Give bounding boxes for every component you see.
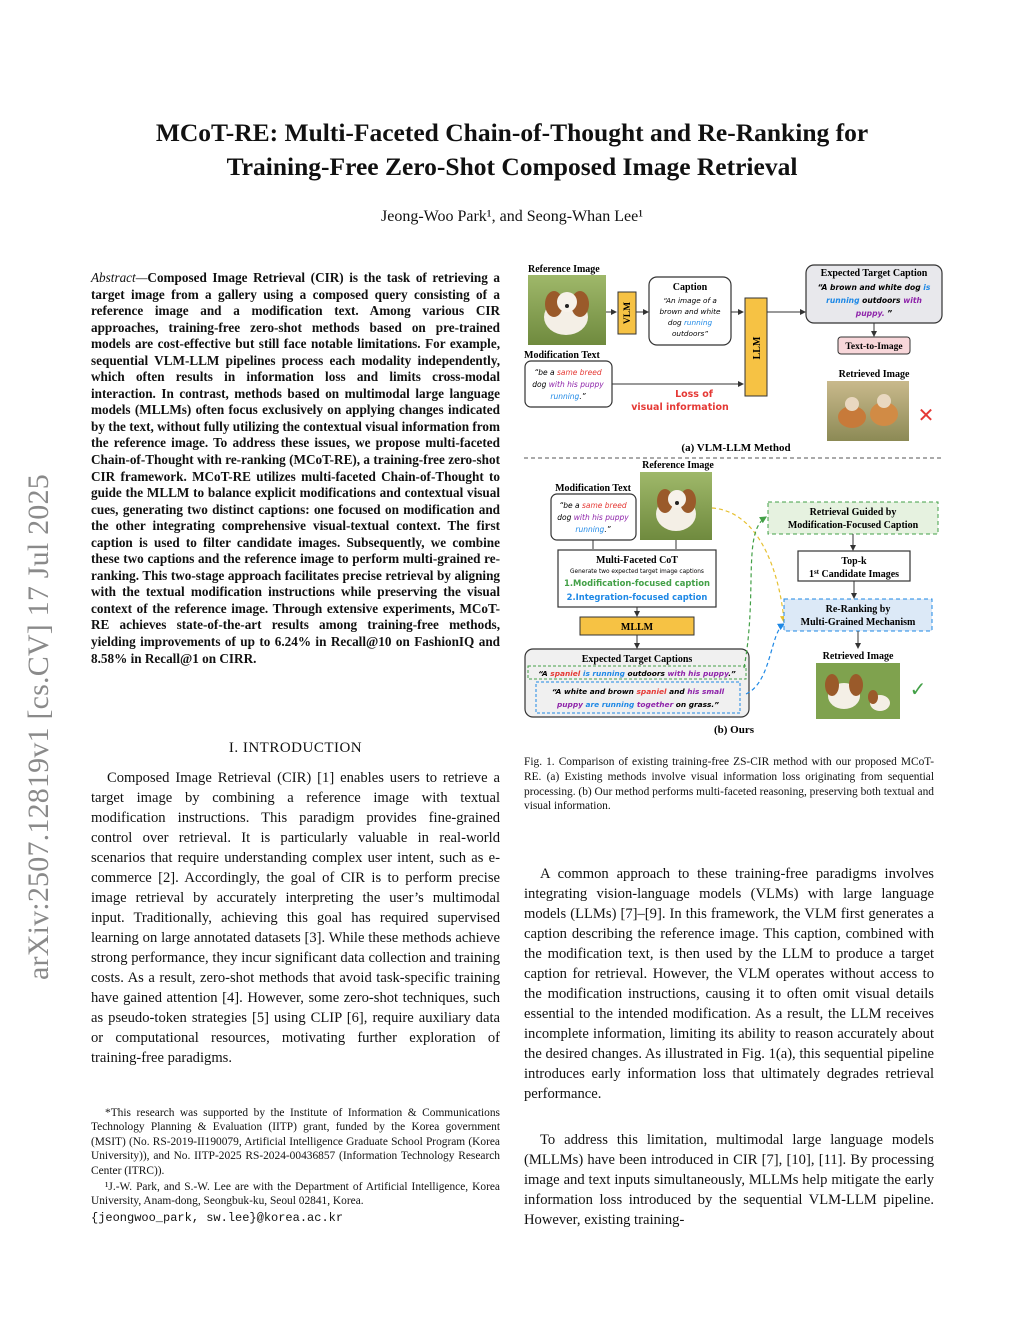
a-mod-line-2: dog with his puppy: [532, 380, 604, 389]
a-expected-line-2: running outdoors with: [826, 296, 922, 305]
figure-1: [522, 262, 950, 740]
a-modification-text-label: Modification Text: [524, 350, 600, 361]
a-subfigure-label: (a) VLM-LLM Method: [681, 442, 791, 454]
a-mod-line-3: running.”: [550, 392, 586, 401]
b-cot-title: Multi-Faceted CoT: [596, 555, 678, 566]
b-cot-item-2: 2.Integration-focused caption: [566, 592, 708, 602]
b-topk-line-2: 1st Candidate Images: [808, 568, 900, 580]
b-cot-subtitle: Generate two expected target image captions: [570, 569, 704, 575]
b-reference-image-label: Reference Image: [642, 460, 714, 471]
a-expected-title: Expected Target Caption: [820, 268, 928, 279]
b-mllm-label: MLLM: [620, 622, 654, 633]
figure-caption: Fig. 1. Comparison of existing training-free ZS-CIR method with our proposed MCoT-RE. (a) Existing methods involve visual information loss originating from sequential processing. (b) Our method performs multi-faceted reasoning, preserving both textual and visual information.: [524, 756, 934, 813]
a-mod-line-1: “be a same breed: [534, 368, 602, 377]
b-subfigure-label: (b) Ours: [713, 724, 755, 736]
abstract-lead: Abstract—: [91, 270, 148, 285]
title-line-1: MCoT-RE: Multi-Faceted Chain-of-Thought and Re-Ranking for: [155, 118, 869, 147]
a-loss-line-2: visual information: [631, 402, 729, 413]
intro-para-2-text: A common approach to these training-free paradigms involves integrating vision-language models (VLMs) with large language models (LLMs) [7]–[9]. In this framework, the VLM first generates a caption describing the reference image. This caption, combined with the modification text, is then used by the LLM to produce a target caption for retrieval. However, the VLM operates without access to the modification instructions, causing it to often omit visual details essential to the intended modification. As a result, the LLM receives incomplete information, limiting its ability to reason accurately about the desired changes. As illustrated in Fig. 1(a), this sequential pipeline introduces early information loss that ultimately degrades retrieval performance.: [524, 866, 934, 1102]
a-caption-title: Caption: [672, 282, 708, 293]
b-cot-item-1: 1.Modification-focused caption: [564, 578, 710, 588]
a-text-to-image-label: Text-to-Image: [845, 342, 903, 352]
intro-paragraph-2: [524, 864, 934, 1104]
abstract-text: Composed Image Retrieval (CIR) is the task of retrieving a target image from a gallery using a composed query consisting of a reference image and a modification text. Among various CIR approaches, training-free zero-shot methods based on pre-trained models are cost-effective but still face notable limitations. For example, sequential VLM-LLM pipelines process each modality independently, which often results in information loss and limits cross-modal interaction. In contrast, methods based on multimodal large language models (MLLMs) often focus exclusively on applying changes indicated by the text, without fully utilizing the contextual visual information from the reference image. To address these issues, we propose multi-faceted Chain-of-Thought with re-ranking (MCoT-RE), a training-free zero-shot CIR framework. MCoT-RE utilizes multi-faceted Chain-of-Thought to guide the MLLM to balance explicit modifications and contextual visual cues, generating two distinct captions: one focused on modification and the other integrating comprehensive visual-textual context. The first caption is used to filter candidate images. Subsequently, we combine these two captions and the reference image to perform multi-grained re-ranking. This two-stage approach facilitates precise retrieval by aligning with the textual modification instructions while preserving the visual context of the reference image. Through extensive experiments, MCoT-RE achieves state-of-the-art results among training-free methods, yielding improvements of up to 6.24% in Recall@10 on FashionIQ and 8.58% in Recall@1 on CIRR.: [91, 270, 500, 666]
a-reference-image-label: Reference Image: [528, 264, 600, 275]
abstract: [91, 270, 500, 667]
intro-para-1-text: Composed Image Retrieval (CIR) [1] enables users to retrieve a target image by combining a reference image with textual modification instructions. This paradigm provides fine-grained control over retrieval. It is particularly valuable in real-world scenarios that require understanding complex user intent, such as e-commerce [2]. Accordingly, the goal of CIR is to perform precise image retrieval by accurately interpreting the user’s multimodal input. Traditionally, achieving this goal has required supervised learning on large annotated datasets [3]. While these methods achieve strong performance, they incur significant data collection and training costs. As a result, zero-shot methods that avoid task-specific training have gained attention [4]. However, some zero-shot techniques, such as pseudo-token strategies [5] using CLIP [6], require auxiliary data or computational resources, motivating further exploration of training-free paradigms.: [91, 770, 500, 1066]
intro-para-3-text: To address this limitation, multimodal large language models (MLLMs) have been introduced in CIR [7], [10], [11]. By processing image and text inputs simultaneously, MLLMs help mitigate the early information loss introduced by the sequential VLM-LLM pipeline. However, existing training-: [524, 1132, 934, 1228]
b-retrieved-image: [816, 663, 900, 719]
footnote-funding: *This research was supported by the Institute of Information & Communications Technology Planning & Evaluation (IITP) grant, funded by the Korea government (MSIT) (No. RS-2019-II190079, Artificial Intelligence Graduate School Program (Korea University)), and No. IITP-2025 RS-2024-00436857 (Information Technology Research Center (ITRC)).: [91, 1107, 500, 1177]
title-line-2: Training-Free Zero-Shot Composed Image Retrieval: [226, 152, 798, 181]
b-expected-caption-1: “A spaniel is running outdoors with his puppy.”: [538, 669, 736, 678]
b-expected-title: Expected Target Captions: [581, 654, 693, 665]
footnote-affiliation: ¹J.-W. Park, and S.-W. Lee are with the Department of Artificial Intelligence, Korea University, Anam-dong, Seongbuk-ku, Seoul 02841, Korea.: [91, 1181, 500, 1208]
b-guided-line-1: Retrieval Guided by: [809, 507, 897, 518]
footnote-emails: {jeongwoo_park, sw.lee}@korea.ac.kr: [91, 1210, 344, 1225]
a-vlm-label: VLM: [623, 301, 633, 325]
a-caption-line-4: outdoors”: [671, 329, 709, 338]
b-rerank-line-1: Re-Ranking by: [825, 604, 891, 615]
a-expected-line-1: “A brown and white dog is: [817, 283, 931, 292]
a-caption-line-3: dog running: [667, 318, 713, 327]
a-retrieved-image: [827, 381, 909, 441]
b-modification-text-label: Modification Text: [555, 483, 631, 494]
b-expected-caption-2-line-2: puppy are running together on grass.”: [557, 700, 719, 709]
a-loss-line-1: Loss of: [675, 389, 713, 400]
b-correct-icon: ✓: [909, 677, 927, 701]
b-rerank-line-2: Multi-Grained Mechanism: [800, 617, 916, 628]
a-caption-line-1: “An image of a: [663, 296, 717, 305]
a-llm-label: LLM: [752, 336, 763, 360]
a-reference-image: [528, 275, 606, 345]
b-reference-image: [640, 472, 712, 540]
section-heading-introduction: I. INTRODUCTION: [228, 740, 363, 756]
a-expected-line-3: puppy. ”: [855, 309, 893, 318]
authors: Jeong-Woo Park¹, and Seong-Whan Lee¹: [380, 208, 643, 225]
b-mod-line-2: dog with his puppy: [557, 513, 629, 522]
a-caption-line-2: brown and white: [659, 307, 721, 316]
b-expected-caption-2-line-1: “A white and brown spaniel and his small: [551, 687, 725, 696]
b-mod-line-1: “be a same breed: [559, 501, 627, 510]
paper-title: [100, 116, 924, 184]
a-wrong-icon: ✕: [917, 403, 935, 427]
b-guided-line-2: Modification-Focused Caption: [787, 520, 919, 531]
intro-paragraph-3: [524, 1130, 934, 1230]
a-retrieved-label: Retrieved Image: [838, 369, 910, 380]
arxiv-identifier: arXiv:2507.12819v1 [cs.CV] 17 Jul 2025: [22, 474, 55, 980]
b-topk-line-1: Top-k: [841, 556, 867, 567]
figure-1-diagram: [522, 262, 950, 740]
intro-paragraph-1: [91, 768, 500, 1068]
footnotes: [91, 1106, 500, 1225]
b-retrieved-label: Retrieved Image: [822, 651, 894, 662]
b-mod-line-3: running.”: [575, 525, 611, 534]
